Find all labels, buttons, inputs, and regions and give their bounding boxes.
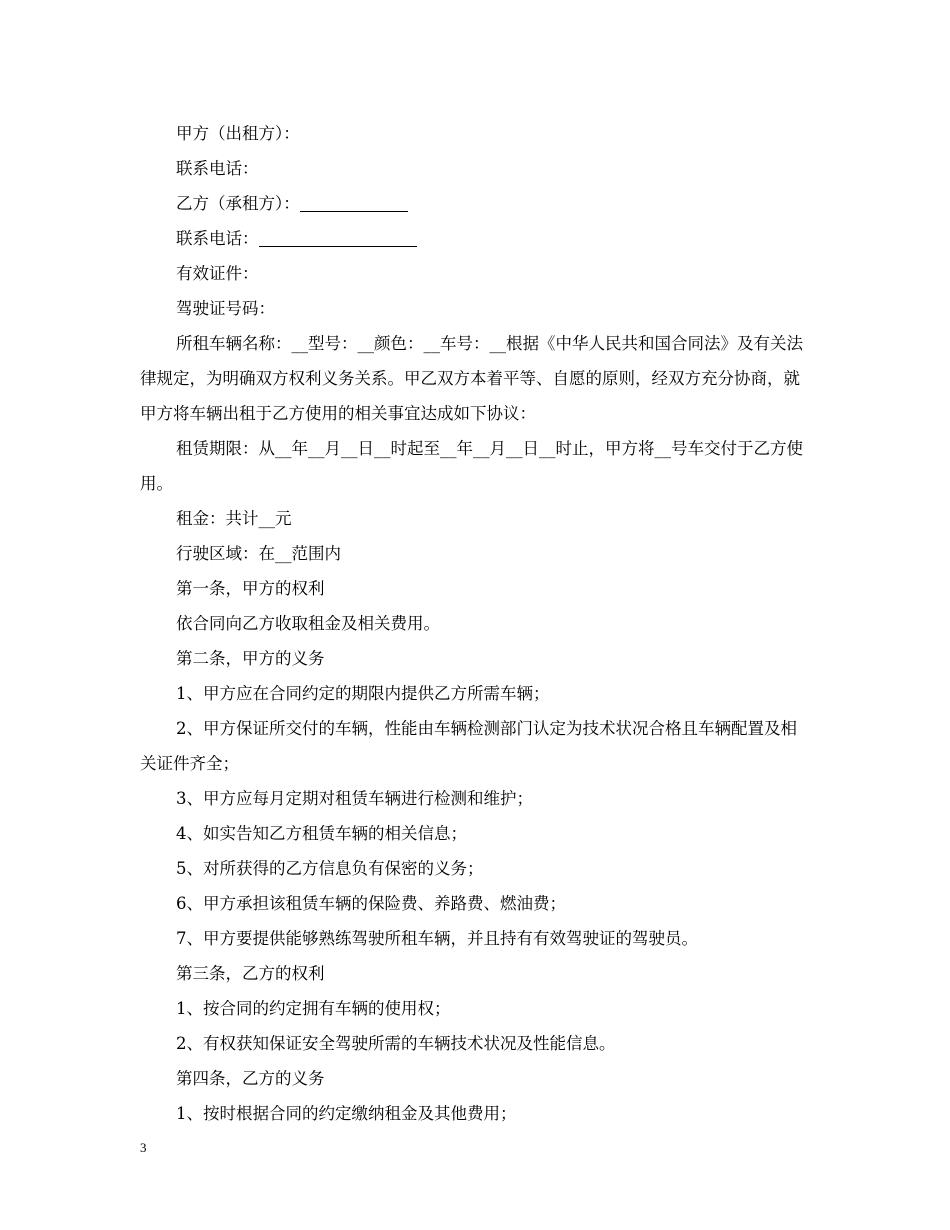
contract-body bbox=[140, 116, 812, 1131]
article-2-item-2: 2、甲方保证所交付的车辆，性能由车辆检测部门认定为技术状况合格且车辆配置及相关证件齐全； bbox=[140, 719, 797, 773]
party-b-lessee: 乙方（承租方）： bbox=[176, 194, 300, 213]
article-2-item-6: 6、甲方承担该租赁车辆的保险费、养路费、燃油费； bbox=[176, 894, 566, 913]
lease-term-paragraph: 租赁期限：从__年__月__日__时起至__年__月__日__时止，甲方将__号车交付于乙方使用。 bbox=[140, 439, 803, 493]
license-number: 驾驶证号码： bbox=[176, 299, 275, 318]
page-number: 3 bbox=[140, 1140, 147, 1155]
article-1-text: 依合同向乙方收取租金及相关费用。 bbox=[176, 614, 440, 633]
article-1-heading: 第一条，甲方的权利 bbox=[176, 579, 325, 598]
party-a-lessor: 甲方（出租方）： bbox=[176, 124, 300, 143]
article-2-item-1: 1、甲方应在合同约定的期限内提供乙方所需车辆； bbox=[176, 684, 550, 703]
article-2-item-4: 4、如实告知乙方租赁车辆的相关信息； bbox=[176, 824, 467, 843]
article-3-heading: 第三条，乙方的权利 bbox=[176, 964, 325, 983]
party-b-phone-line bbox=[140, 221, 812, 256]
party-b-blank bbox=[300, 191, 408, 212]
party-b-lessee-line bbox=[140, 186, 812, 221]
article-4-item-1: 1、按时根据合同的约定缴纳租金及其他费用； bbox=[176, 1104, 517, 1123]
article-2-item-7: 7、甲方要提供能够熟练驾驶所租车辆，并且持有有效驾驶证的驾驶员。 bbox=[176, 929, 698, 948]
valid-id: 有效证件： bbox=[176, 264, 259, 283]
article-4-heading: 第四条，乙方的义务 bbox=[176, 1069, 325, 1088]
article-2-item-3: 3、甲方应每月定期对租赁车辆进行检测和维护； bbox=[176, 789, 533, 808]
article-3-item-2: 2、有权获知保证安全驾驶所需的车辆技术状况及性能信息。 bbox=[176, 1034, 616, 1053]
driving-area: 行驶区域：在__范围内 bbox=[176, 544, 341, 563]
article-3-item-1: 1、按合同的约定拥有车辆的使用权； bbox=[176, 999, 451, 1018]
vehicle-info-paragraph: 所租车辆名称：__型号：__颜色：__车号：__根据《中华人民共和国合同法》及有关法律规定，为明确双方权利义务关系。甲乙双方本着平等、自愿的原则，经双方充分协商，就甲方将车辆出租于乙方使用的相关事宜达成如下协议： bbox=[140, 334, 803, 423]
rent-total: 租金：共计__元 bbox=[176, 509, 292, 528]
party-b-phone-blank bbox=[259, 226, 417, 247]
article-2-heading: 第二条，甲方的义务 bbox=[176, 649, 325, 668]
party-b-phone: 联系电话： bbox=[176, 229, 259, 248]
party-a-phone: 联系电话： bbox=[176, 159, 259, 178]
article-2-item-5: 5、对所获得的乙方信息负有保密的义务； bbox=[176, 859, 484, 878]
